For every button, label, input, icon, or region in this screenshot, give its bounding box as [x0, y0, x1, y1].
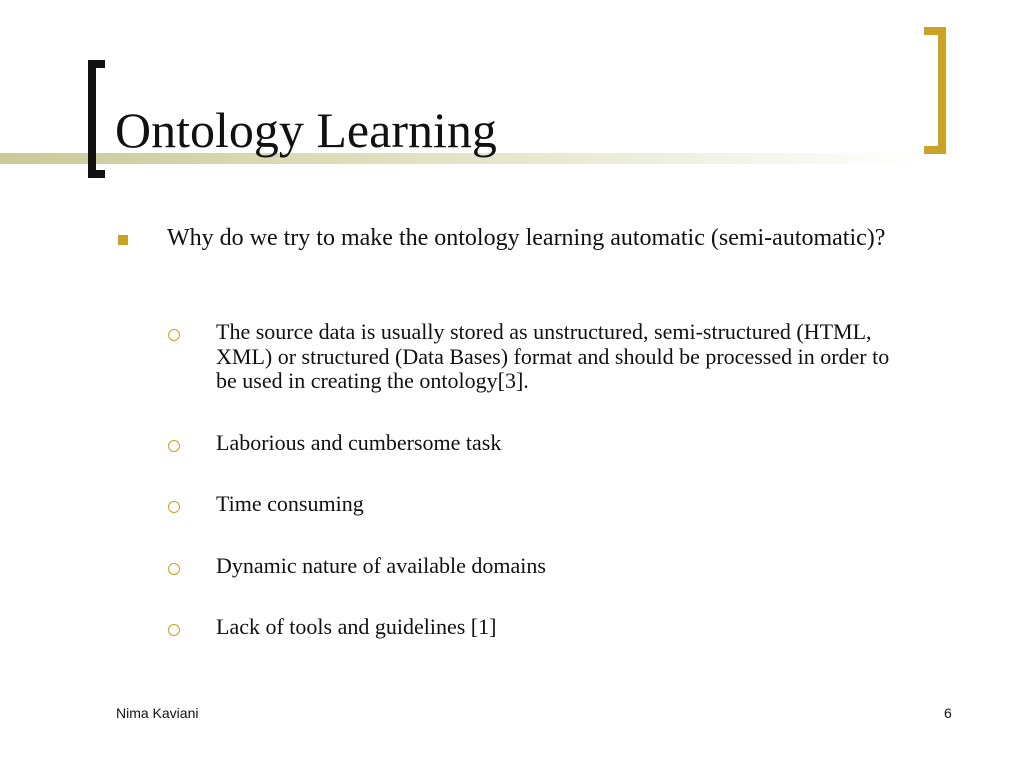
- sub-bullet-text: Dynamic nature of available domains: [216, 553, 546, 578]
- title-left-bracket: [88, 60, 105, 178]
- circle-bullet-icon: [168, 329, 180, 341]
- main-bullet-text: Why do we try to make the ontology learning automatic (semi-automatic)?: [167, 225, 886, 251]
- circle-bullet-icon: [168, 501, 180, 513]
- sub-bullet-text: Laborious and cumbersome task: [216, 430, 502, 455]
- circle-bullet-icon: [168, 440, 180, 452]
- footer-author: Nima Kaviani: [116, 705, 199, 721]
- square-bullet-icon: [118, 235, 128, 245]
- circle-bullet-icon: [168, 563, 180, 575]
- title-right-bracket: [924, 27, 946, 154]
- sub-bullet-text: The source data is usually stored as unstructured, semi-structured (HTML, XML) or structured (Data Bases) format and should be processed in order to be used in creating the ontology[3].: [216, 319, 890, 393]
- circle-bullet-icon: [168, 624, 180, 636]
- sub-bullet-text: Lack of tools and guidelines [1]: [216, 614, 497, 639]
- sub-bullet-text: Time consuming: [216, 491, 364, 516]
- page-number: 6: [944, 705, 952, 721]
- slide-title: Ontology Learning: [115, 102, 497, 158]
